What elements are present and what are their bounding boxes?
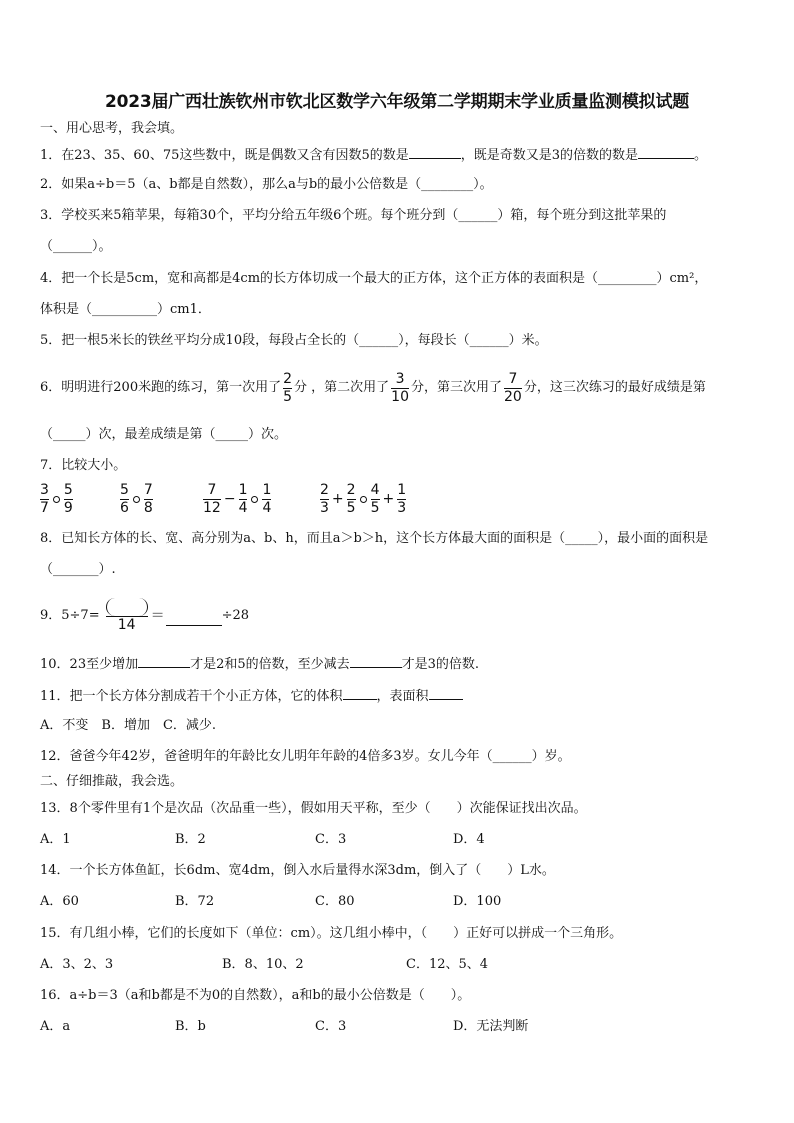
question-2: 2．如果a÷b＝5（a、b都是自然数），那么a与b的最小公倍数是（________）。 [40,177,493,192]
question-5: 5．把一根5米长的铁丝平均分成10段，每段占全长的（______），每段长（______）米。 [40,333,548,348]
answer-blank[interactable] [429,686,463,700]
comparison-4 [318,477,408,521]
option-b[interactable]: B．8、10、2 [222,957,304,972]
comparison-1 [38,477,75,521]
question-8-line-2: （_______）. [40,562,116,577]
answer-blank[interactable] [409,145,461,159]
option-a[interactable]: A．3、2、3 [40,957,114,972]
question-12: 12．爸爸今年42岁，爸爸明年的年龄比女儿明年年龄的4倍多3岁。女儿今年（______）岁。 [40,749,571,764]
option-d[interactable]: D．4 [453,832,485,847]
operator: − [223,491,236,507]
compare-circle[interactable] [251,496,258,503]
option-c[interactable]: C．12、5、4 [406,957,489,972]
option-c[interactable]: C．3 [315,832,347,847]
page-title: 2023届广西壮族钦州市钦北区数学六年级第二学期期末学业质量监测模拟试题 [104,92,690,112]
equals-sign: ＝ [150,608,165,624]
question-4-line-1: 4．把一个长是5cm，宽和高都是4cm的长方体切成一个最大的正方体，这个正方体的表面积是（_________）cm²， [40,271,708,286]
question-6-text-d: 分，这三次练习的最好成绩是第 [523,380,706,395]
question-3-line-2: （______）。 [40,239,112,254]
section-heading-1: 一、用心思考，我会填。 [40,121,184,136]
fraction: 14 [106,598,148,634]
option-a[interactable]: A．a [40,1019,71,1034]
option-c[interactable]: C．80 [315,894,355,909]
compare-circle[interactable] [133,496,140,503]
option-b[interactable]: B．2 [175,832,206,847]
question-11 [40,686,463,706]
question-6-line-2: （_____）次，最差成绩是第（_____）次。 [40,427,288,442]
question-6-text-b: 分 ，第二次用了 [294,380,390,395]
option-b[interactable]: B．b [175,1019,206,1034]
answer-blank[interactable] [343,686,377,700]
question-8-line-1: 8．已知长方体的长、宽、高分别为a、b、h，而且a＞b＞h，这个长方体最大面的面积是（_____），最小面的面积是 [40,531,709,546]
question-9-text-a: 9．5÷7= [40,608,100,623]
answer-blank[interactable] [138,654,190,668]
question-1-text-c: 。 [694,148,708,163]
fraction: $\frac{3}{7}$ [40,481,49,516]
fraction: $\frac{2}{5}$ [283,370,293,405]
question-14: 14．一个长方体鱼缸，长6dm、宽4dm，倒入水后量得水深3dm，倒入了（ ）L水。 [40,863,555,878]
fraction: $\frac{1}{4}$ [262,481,272,516]
comparison-3 [201,477,273,521]
compare-circle[interactable] [53,496,60,503]
question-7-label: 7．比较大小。 [40,458,127,473]
fraction: $\frac{5}{9}$ [63,481,73,516]
option-d[interactable]: D．无法判断 [453,1019,529,1034]
question-1-text-b: ，既是奇数又是3的倍数的数是 [460,148,638,163]
comparison-2 [118,477,155,521]
question-6-text-c: 分，第三次用了 [410,380,502,395]
option-d[interactable]: D．100 [453,894,502,909]
question-6-line-1 [40,366,706,410]
question-1 [40,145,707,165]
fraction: $\frac{7}{12}$ [203,481,221,516]
answer-blank[interactable] [350,654,402,668]
fraction: $\frac{7}{20}$ [504,370,522,405]
operator: + [331,491,344,507]
option-b[interactable]: B．72 [175,894,215,909]
question-15: 15．有几组小棒，它们的长度如下（单位：cm）。这几组小棒中，（ ）正好可以拼成一个三角形。 [40,926,623,941]
question-11-options[interactable]: A．不变 B．增加 C．减少. [40,718,217,733]
answer-blank[interactable] [166,612,222,626]
question-1-text-a: 1．在23、35、60、75这些数中，既是偶数又含有因数5的数是 [40,148,409,163]
question-16: 16．a÷b＝3（a和b都是不为0的自然数），a和b的最小公倍数是（ ）。 [40,988,471,1003]
answer-blank[interactable] [638,145,694,159]
fraction: $\frac{7}{8}$ [143,481,153,516]
question-4-line-2: 体积是（__________）cm1． [40,302,211,317]
question-13: 13．8个零件里有1个是次品（次品重一些），假如用天平称，至少（ ）次能保证找出次品。 [40,801,587,816]
fraction: $\frac{1}{3}$ [397,481,407,516]
fraction: $\frac{5}{6}$ [120,481,129,516]
question-11-text-b: ，表面积 [376,689,429,704]
option-a[interactable]: A．60 [40,894,79,909]
option-c[interactable]: C．3 [315,1019,347,1034]
answer-paren[interactable] [106,598,148,616]
fraction: $\frac{2}{3}$ [320,481,329,516]
question-11-text-a: 11．把一个长方体分割成若干个小正方体，它的体积 [40,689,343,704]
option-a[interactable]: A．1 [40,832,71,847]
fraction: $\frac{4}{5}$ [370,481,380,516]
section-heading-2: 二、仔细推敲，我会选。 [40,774,184,789]
question-10-text-b: 才是2和5的倍数，至少减去 [190,657,350,672]
compare-circle[interactable] [360,496,367,503]
question-10-text-a: 10．23至少增加 [40,657,139,672]
question-10 [40,654,479,674]
question-9-text-b: ÷28 [221,608,250,623]
question-6-text-a: 6．明明进行200米跑的练习，第一次用了 [40,380,282,395]
question-3-line-1: 3．学校买来5箱苹果，每箱30个，平均分给五年级6个班。每个班分到（______）箱，每个班分到这批苹果的 [40,208,667,223]
fraction: $\frac{2}{5}$ [346,481,356,516]
question-9 [40,594,249,638]
fraction: $\frac{3}{10}$ [391,370,409,405]
question-10-text-c: 才是3的倍数. [401,657,480,672]
operator: + [382,491,395,507]
fraction: $\frac{1}{4}$ [238,481,248,516]
